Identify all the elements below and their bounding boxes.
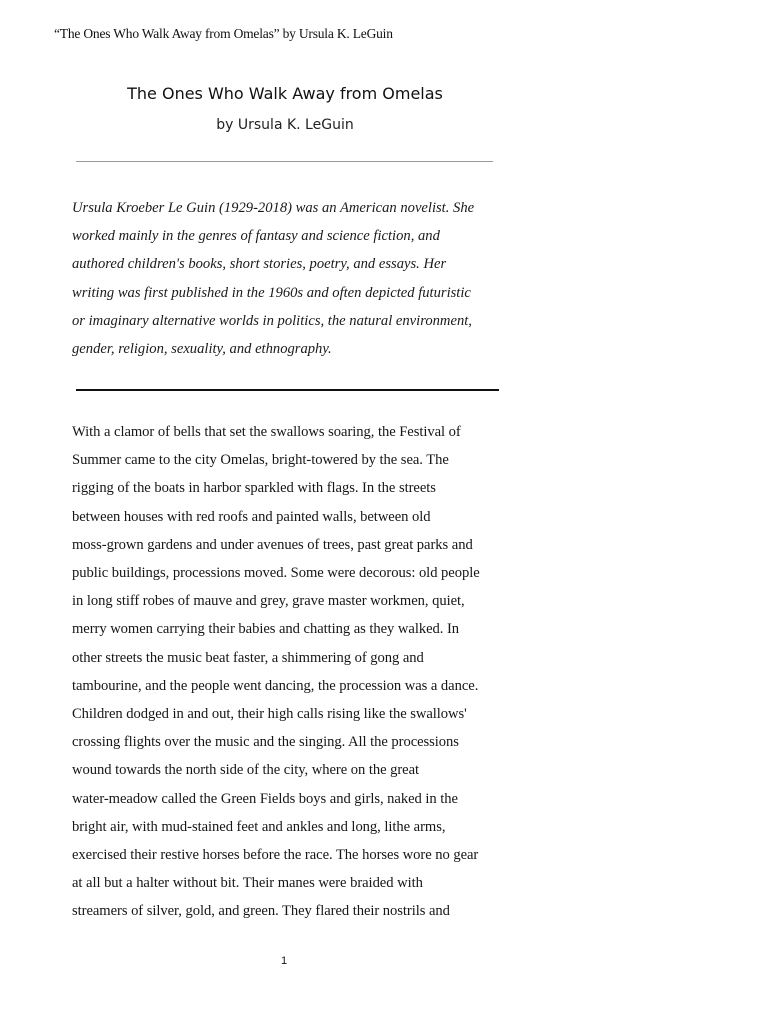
body-line: at all but a halter without bit. Their manes were braided with xyxy=(72,875,423,892)
intro-line: Ursula Kroeber Le Guin (1929-2018) was an American novelist. She xyxy=(72,200,475,216)
body-line: wound towards the north side of the city, where on the great xyxy=(72,762,420,779)
title-divider xyxy=(76,161,493,162)
intro-line: worked mainly in the genres of fantasy and science fiction, and xyxy=(72,228,440,245)
body-line: other streets the music beat faster, a shimmering of gong and xyxy=(72,649,424,666)
body-line: rigging of the boats in harbor sparkled with flags. In the streets xyxy=(72,480,436,497)
intro-line: writing was first published in the 1960s and often depicted futuristic xyxy=(72,284,471,301)
page-number: 1 xyxy=(280,955,288,967)
running-header: “The Ones Who Walk Away from Omelas” by Ursula K. LeGuin xyxy=(54,26,393,41)
body-line: Summer came to the city Omelas, bright-towered by the sea. The xyxy=(72,452,449,469)
body-line: between houses with red roofs and painted walls, between old xyxy=(72,508,431,525)
section-divider xyxy=(76,389,499,391)
body-line: crossing flights over the music and the singing. All the processions xyxy=(72,734,459,751)
body-line: water-meadow called the Green Fields boys and girls, naked in the xyxy=(72,790,458,807)
body-line: tambourine, and the people went dancing, the procession was a dance. xyxy=(72,677,479,694)
author-intro xyxy=(72,194,512,363)
intro-line: authored children's books, short stories, poetry, and essays. Her xyxy=(72,256,447,273)
body-line: Children dodged in and out, their high calls rising like the swallows' xyxy=(72,706,467,723)
intro-line: gender, religion, sexuality, and ethnography. xyxy=(72,341,332,358)
body-line: moss-grown gardens and under avenues of trees, past great parks and xyxy=(72,536,473,553)
story-body xyxy=(72,418,512,926)
body-line: exercised their restive horses before the race. The horses wore no gear xyxy=(72,847,479,864)
document-title: The Ones Who Walk Away from Omelas xyxy=(127,84,443,103)
author-byline: by Ursula K. LeGuin xyxy=(216,117,354,133)
body-line: public buildings, processions moved. Some were decorous: old people xyxy=(72,565,480,582)
intro-line: or imaginary alternative worlds in politics, the natural environment, xyxy=(72,312,472,329)
body-line: streamers of silver, gold, and green. They flared their nostrils and xyxy=(72,903,450,920)
body-line: bright air, with mud-stained feet and ankles and long, lithe arms, xyxy=(72,818,446,835)
body-line: in long stiff robes of mauve and grey, grave master workmen, quiet, xyxy=(72,593,465,610)
body-line: With a clamor of bells that set the swallows soaring, the Festival of xyxy=(72,424,461,440)
body-line: merry women carrying their babies and chatting as they walked. In xyxy=(72,621,459,638)
